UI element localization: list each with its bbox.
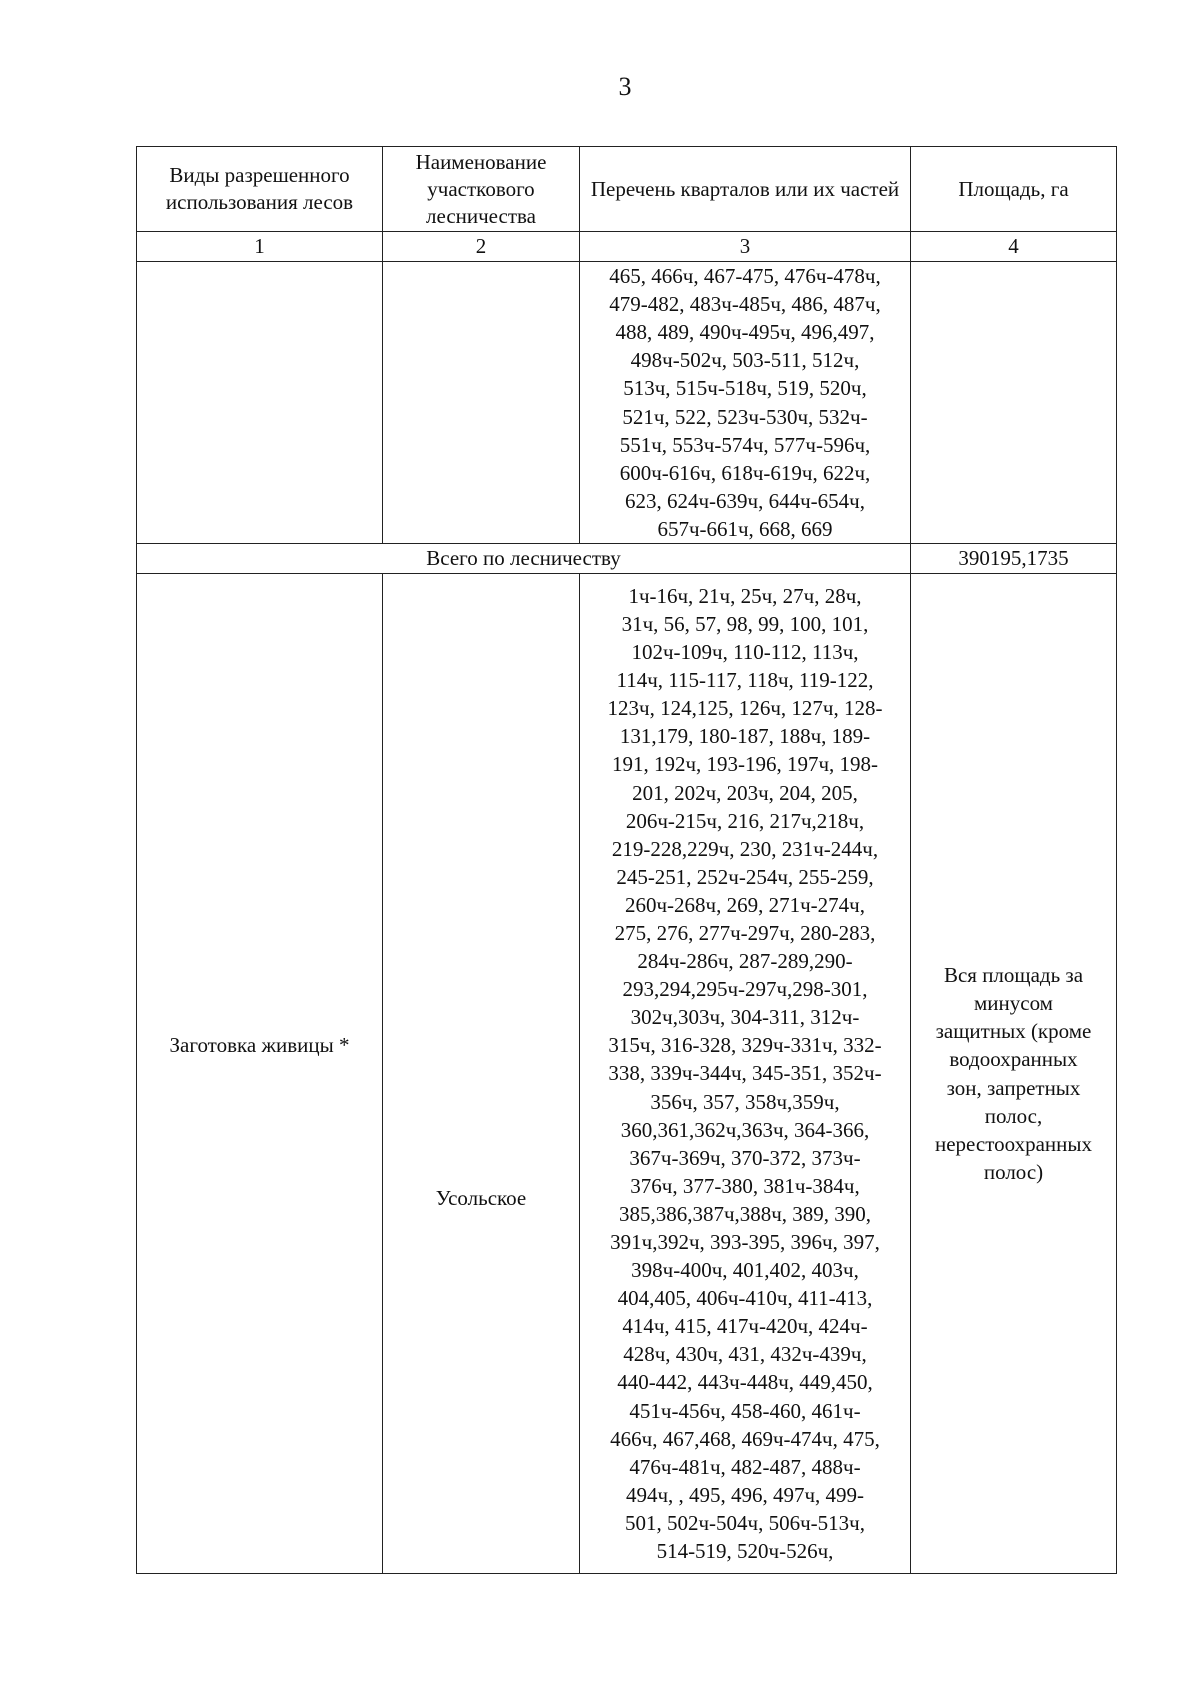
quarters-line: 623, 624ч-639ч, 644ч-654ч,: [625, 488, 865, 513]
quarters-line: 514-519, 520ч-526ч,: [656, 1539, 834, 1564]
quarters-line: 293,294,295ч-297ч,298-301,: [622, 977, 868, 1002]
quarters-line: 114ч, 115-117, 118ч, 119-122,: [616, 668, 874, 693]
quarters-line: 191, 192ч, 193-196, 197ч, 198-: [611, 752, 879, 777]
quarters-line: 404,405, 406ч-410ч, 411-413,: [617, 1286, 873, 1311]
quarters-line: 551ч, 553ч-574ч, 577ч-596ч,: [619, 432, 871, 457]
column-number: 4: [911, 232, 1117, 262]
quarters-line: 219-228,229ч, 230, 231ч-244ч,: [611, 836, 879, 861]
quarters-line: 476ч-481ч, 482-487, 488ч-: [629, 1454, 861, 1479]
quarters-line: 31ч, 56, 57, 98, 99, 100, 101,: [621, 611, 869, 636]
header-use-type: Виды разрешенного использования лесов: [137, 147, 383, 232]
quarters-line: 201, 202ч, 203ч, 204, 205,: [632, 780, 858, 805]
area-note-line: водоохранных: [949, 1047, 1078, 1072]
area-note-line: защитных (кроме: [935, 1019, 1092, 1044]
quarters-line: 260ч-268ч, 269, 271ч-274ч,: [625, 892, 865, 917]
total-row: [137, 544, 1117, 574]
quarters-line: 360,361,362ч,363ч, 364-366,: [620, 1117, 870, 1142]
use-type-cell: [137, 574, 383, 1574]
column-number: 3: [580, 232, 911, 262]
quarters-line: 338, 339ч-344ч, 345-351, 352ч-: [608, 1061, 882, 1086]
column-number: 1: [137, 232, 383, 262]
quarters-line: 315ч, 316-328, 329ч-331ч, 332-: [608, 1033, 882, 1058]
forestry-name: Усольское: [435, 1186, 527, 1211]
quarters-cell: [580, 574, 911, 1574]
quarters-line: 1ч-16ч, 21ч, 25ч, 27ч, 28ч,: [628, 583, 862, 608]
quarters-line: 451ч-456ч, 458-460, 461ч-: [629, 1398, 861, 1423]
quarters-line: 657ч-661ч, 668, 669: [657, 516, 833, 541]
table-row-continued: [137, 262, 1117, 544]
quarters-line: 367ч-369ч, 370-372, 373ч-: [629, 1145, 861, 1170]
header-quarters: Перечень кварталов или их частей: [580, 147, 911, 232]
table-row-resin: [137, 574, 1117, 1574]
quarters-line: 391ч,392ч, 393-395, 396ч, 397,: [610, 1230, 880, 1255]
total-label: Всего по лесничеству: [137, 544, 911, 574]
quarters-line: 206ч-215ч, 216, 217ч,218ч,: [625, 808, 865, 833]
quarters-line: 521ч, 522, 523ч-530ч, 532ч-: [622, 404, 868, 429]
area-note-line: полос,: [984, 1103, 1043, 1128]
table-header-row: [137, 147, 1117, 232]
quarters-line: 131,179, 180-187, 188ч, 189-: [619, 724, 871, 749]
header-area: Площадь, га: [911, 147, 1117, 232]
quarters-line: 376ч, 377-380, 381ч-384ч,: [630, 1173, 860, 1198]
quarters-line: 428ч, 430ч, 431, 432ч-439ч,: [623, 1342, 867, 1367]
use-type-text: Заготовка живицы *: [169, 1033, 350, 1058]
quarters-line: 302ч,303ч, 304-311, 312ч-: [630, 1005, 860, 1030]
quarters-line: 513ч, 515ч-518ч, 519, 520ч,: [623, 376, 867, 401]
quarters-line: 494ч, , 495, 496, 497ч, 499-: [625, 1482, 865, 1507]
quarters-line: 385,386,387ч,388ч, 389, 390,: [618, 1201, 872, 1226]
area-cell-empty: [911, 262, 1117, 544]
quarters-cell: [580, 262, 911, 544]
quarters-line: 102ч-109ч, 110-112, 113ч,: [631, 640, 859, 665]
quarters-line: 123ч, 124,125, 126ч, 127ч, 128-: [607, 696, 883, 721]
quarters-line: 600ч-616ч, 618ч-619ч, 622ч,: [619, 460, 871, 485]
quarters-line: 275, 276, 277ч-297ч, 280-283,: [614, 920, 876, 945]
quarters-line: 498ч-502ч, 503-511, 512ч,: [630, 348, 860, 373]
quarters-line: 501, 502ч-504ч, 506ч-513ч,: [625, 1510, 865, 1535]
area-cell: [911, 574, 1117, 1574]
area-note-line: минусом: [974, 991, 1053, 1016]
header-forestry: Наименование участкового лесничества: [383, 147, 580, 232]
forest-use-table: [136, 146, 1117, 1574]
quarters-line: 465, 466ч, 467-475, 476ч-478ч,: [609, 264, 881, 289]
quarters-line: 488, 489, 490ч-495ч, 496,497,: [615, 320, 875, 345]
area-note-line: Вся площадь за: [943, 963, 1084, 988]
quarters-line: 245-251, 252ч-254ч, 255-259,: [616, 864, 874, 889]
use-type-cell-empty: [137, 262, 383, 544]
column-number-row: [137, 232, 1117, 262]
area-note-line: полос): [983, 1159, 1044, 1184]
quarters-line: 440-442, 443ч-448ч, 449,450,: [617, 1370, 873, 1395]
column-number: 2: [383, 232, 580, 262]
total-value: 390195,1735: [911, 544, 1117, 574]
quarters-line: 466ч, 467,468, 469ч-474ч, 475,: [610, 1426, 880, 1451]
quarters-line: 414ч, 415, 417ч-420ч, 424ч-: [622, 1314, 868, 1339]
forestry-cell: [383, 574, 580, 1574]
page-number: 3: [618, 72, 632, 101]
forestry-cell-empty: [383, 262, 580, 544]
quarters-line: 398ч-400ч, 401,402, 403ч,: [631, 1258, 859, 1283]
quarters-line: 356ч, 357, 358ч,359ч,: [650, 1089, 840, 1114]
area-note-line: зон, запретных: [946, 1075, 1081, 1100]
quarters-line: 479-482, 483ч-485ч, 486, 487ч,: [609, 292, 881, 317]
quarters-line: 284ч-286ч, 287-289,290-: [637, 949, 853, 974]
area-note-line: нерестоохранных: [934, 1131, 1092, 1156]
